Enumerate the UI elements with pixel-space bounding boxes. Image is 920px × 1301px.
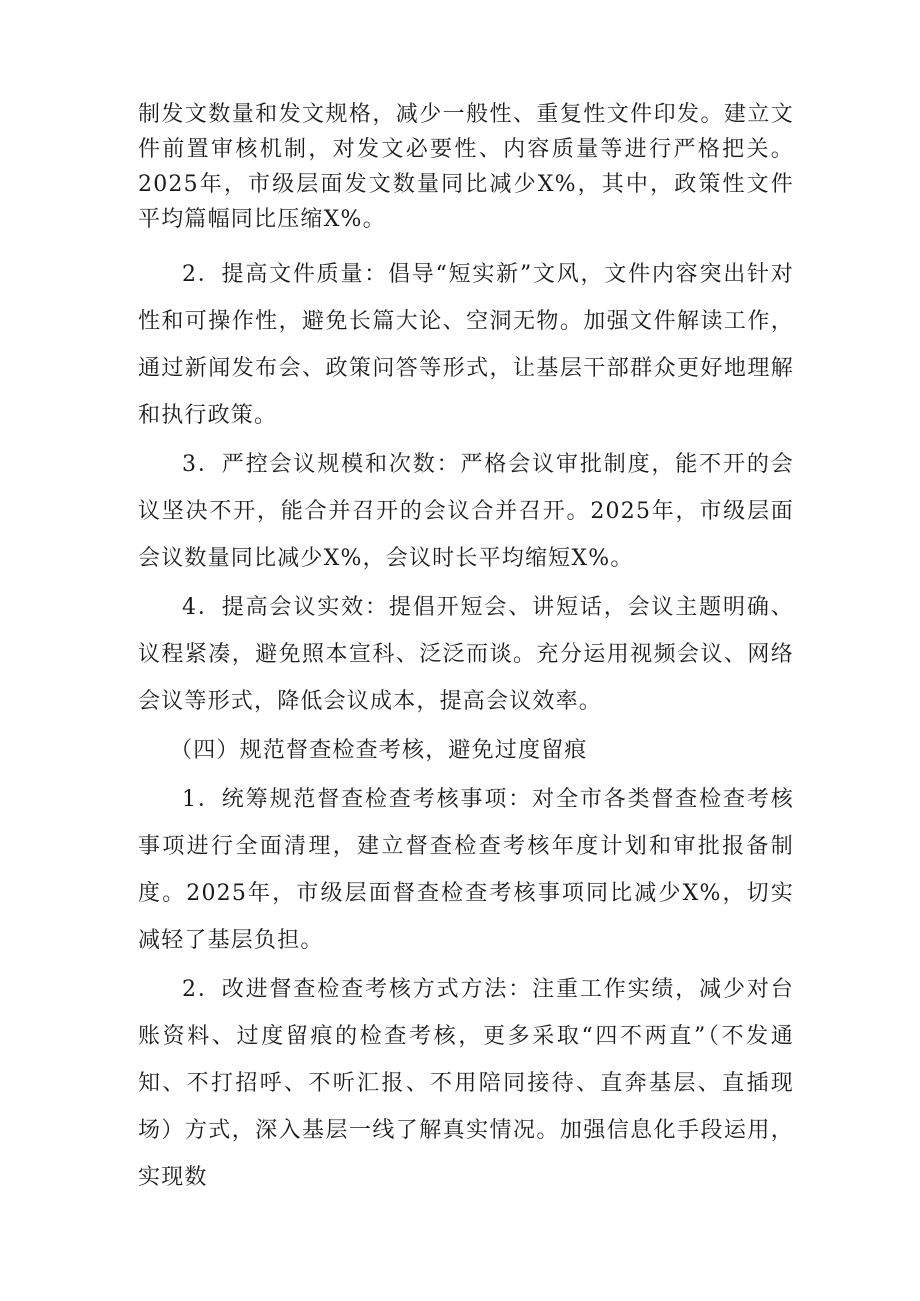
paragraph-inspection-methods: 2．改进督查检查考核方式方法：注重工作实绩，减少对台账资料、过度留痕的检查考核，更多采取“四不两直”（不发通知、不打招呼、不听汇报、不用陪同接待、直奔基层、直插现场）方式，深入基层一线了解真实情况。加强信息化手段运用，实现数	[138, 977, 794, 1190]
paragraph-meeting-effectiveness: 4．提高会议实效：提倡开短会、讲短话，会议主题明确、议程紧凑，避免照本宣科、泛泛而谈。充分运用视频会议、网络会议等形式，降低会议成本，提高会议效率。	[138, 595, 794, 714]
section-heading-inspection: （四）规范督查检查考核，避免过度留痕	[170, 738, 588, 763]
paragraph-meeting-scale: 3．严控会议规模和次数：严格会议审批制度，能不开的会议坚决不开，能合并召开的会议合并召开。2025年，市级层面会议数量同比减少X%，会议时长平均缩短X%。	[138, 452, 794, 571]
paragraph-continuation: 制发文数量和发文规格，减少一般性、重复性文件印发。建立文件前置审核机制，对发文必要性、内容质量等进行严格把关。2025年，市级层面发文数量同比减少X%，其中，政策性文件平均篇幅同比压缩X%。	[138, 102, 794, 232]
document-page	[138, 97, 794, 1203]
paragraph-inspection-items: 1．统筹规范督查检查考核事项：对全市各类督查检查考核事项进行全面清理，建立督查检查考核年度计划和审批报备制度。2025年，市级层面督查检查考核事项同比减少X%，切实减轻了基层负担。	[138, 787, 794, 953]
paragraph-document-quality: 2．提高文件质量：倡导“短实新”文风，文件内容突出针对性和可操作性，避免长篇大论、空洞无物。加强文件解读工作，通过新闻发布会、政策问答等形式，让基层干部群众更好地理解和执行政策。	[138, 262, 794, 428]
